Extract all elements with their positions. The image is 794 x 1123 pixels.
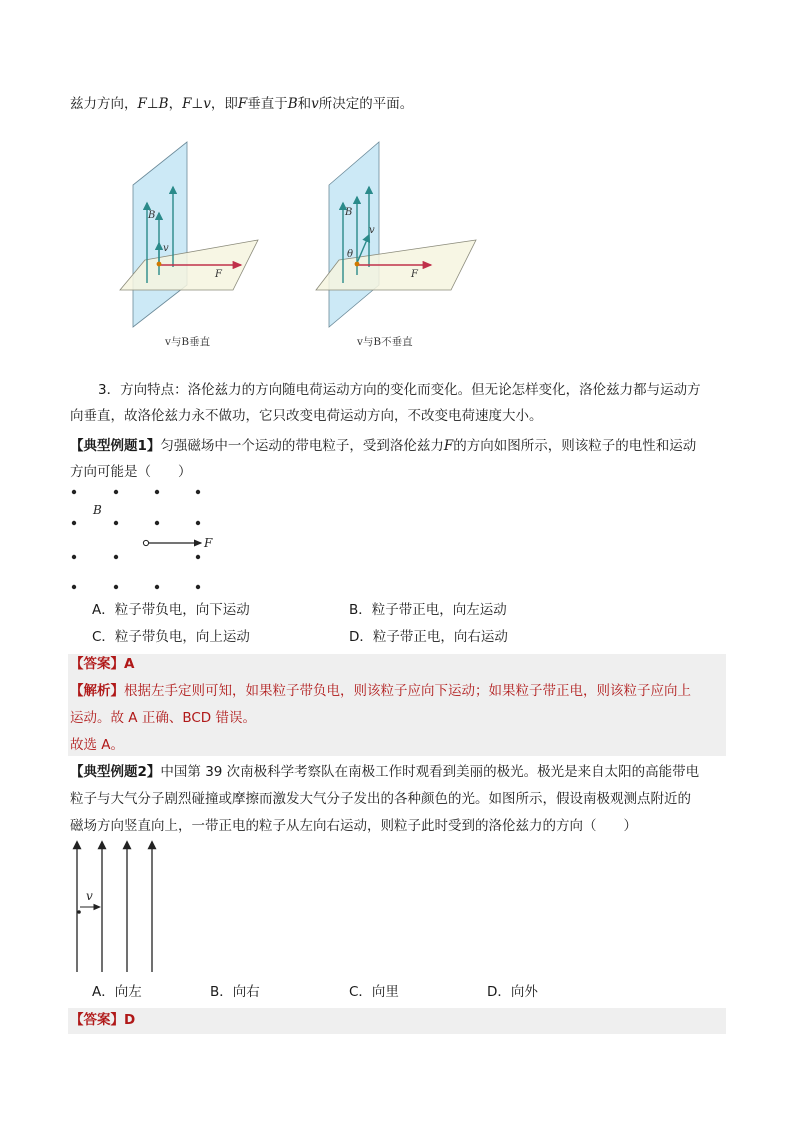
example2-line3: 磁场方向竖直向上，一带正电的粒子从左向右运动，则粒子此时受到的洛伦兹力的方向（ ）: [70, 818, 637, 834]
symbol-F: F: [137, 96, 147, 112]
label-v: v: [369, 225, 375, 236]
label-F: F: [215, 269, 222, 280]
example1-question-line2: 方向可能是（ ）: [70, 464, 192, 480]
point3-line2: 向垂直，故洛伦兹力永不做功，它只改变电荷运动方向，不改变电荷速度大小。: [70, 408, 543, 424]
example1-question-line1: [70, 436, 726, 456]
intro-line: [70, 94, 726, 114]
intro-text: ，: [168, 96, 183, 112]
intro-text: 垂直于: [247, 96, 288, 112]
field-dots: [72, 490, 200, 589]
conclusion-line: 故选 A。: [70, 737, 125, 753]
analysis-text: 根据左手定则可知，如果粒子带负电，则该粒子应向下运动；如果粒子带正电，则该粒子应向上: [124, 683, 691, 699]
symbol-B: B: [158, 96, 169, 112]
analysis-line1: [70, 681, 726, 701]
option-A[interactable]: A．向左: [92, 984, 142, 1000]
figure-vertical-field: [70, 844, 170, 974]
option-B[interactable]: B．向右: [210, 984, 260, 1000]
example2-line1: [70, 762, 726, 782]
vertical-plane: [133, 142, 187, 327]
point3-line1: 3．方向特点：洛伦兹力的方向随电荷运动方向的变化而变化。但无论怎样变化，洛伦兹力都与运动方: [98, 382, 701, 398]
label-B: B: [148, 210, 156, 221]
option-D[interactable]: D．向外: [487, 984, 538, 1000]
answer-tag: 【答案】: [70, 1012, 124, 1028]
intro-text: 所决定的平面。: [318, 96, 414, 112]
label-B: B: [345, 207, 353, 218]
option-B[interactable]: B．粒子带正电，向左运动: [349, 602, 507, 618]
option-C[interactable]: C．粒子带负电，向上运动: [92, 629, 250, 645]
symbol-v: v: [311, 96, 319, 112]
figure1-left-caption: v与B垂直: [165, 336, 211, 348]
label-B: B: [93, 503, 102, 517]
symbol-F: F: [443, 438, 454, 454]
particle: [77, 910, 81, 914]
particle: [143, 540, 148, 545]
example1-tag: 【典型例题1】: [70, 438, 161, 454]
label-v: v: [86, 889, 93, 903]
symbol-F: F: [237, 96, 248, 112]
question-text: 中国第 39 次南极科学考察队在南极工作时观看到美丽的极光。极光是来自太阳的高能带电: [160, 764, 700, 780]
intro-text: ⊥: [191, 96, 204, 112]
symbol-F: F: [182, 96, 192, 112]
label-F: F: [204, 536, 213, 550]
answer-line: [70, 1010, 726, 1030]
intro-text: 兹力方向，: [70, 96, 138, 112]
intro-text: ，即: [210, 96, 238, 112]
option-A[interactable]: A．粒子带负电，向下运动: [92, 602, 250, 618]
example2-tag: 【典型例题2】: [70, 764, 161, 780]
figure-v-not-perp-B: [321, 135, 491, 330]
answer-value: D: [124, 1012, 136, 1028]
symbol-v: v: [203, 96, 211, 112]
intro-text: 和: [297, 96, 312, 112]
label-v: v: [163, 243, 169, 254]
answer-tag: 【答案】: [70, 656, 124, 672]
question-text: 匀强磁场中一个运动的带电粒子，受到洛伦兹力: [160, 438, 444, 454]
charge-dot: [355, 262, 360, 267]
figure1-right-caption: v与B不垂直: [357, 336, 413, 348]
question-text: 的方向如图所示，则该粒子的电性和运动: [453, 438, 697, 454]
figure-v-perp-B: [125, 135, 295, 330]
label-F: F: [411, 269, 418, 280]
analysis-line2: 运动。故 A 正确、BCD 错误。: [70, 710, 256, 726]
example2-line2: 粒子与大气分子剧烈碰撞或摩擦而激发大气分子发出的各种颜色的光。如图所示，假设南极观测点附近的: [70, 791, 691, 807]
answer-line: [70, 654, 726, 674]
label-theta: θ: [347, 249, 354, 260]
figure-magnetic-field-dots: [70, 486, 230, 596]
option-C[interactable]: C．向里: [349, 984, 399, 1000]
symbol-B: B: [287, 96, 298, 112]
intro-text: ⊥: [146, 96, 159, 112]
charge-dot: [157, 262, 162, 267]
analysis-tag: 【解析】: [70, 683, 124, 699]
answer-value: A: [124, 656, 135, 672]
option-D[interactable]: D．粒子带正电，向右运动: [349, 629, 508, 645]
